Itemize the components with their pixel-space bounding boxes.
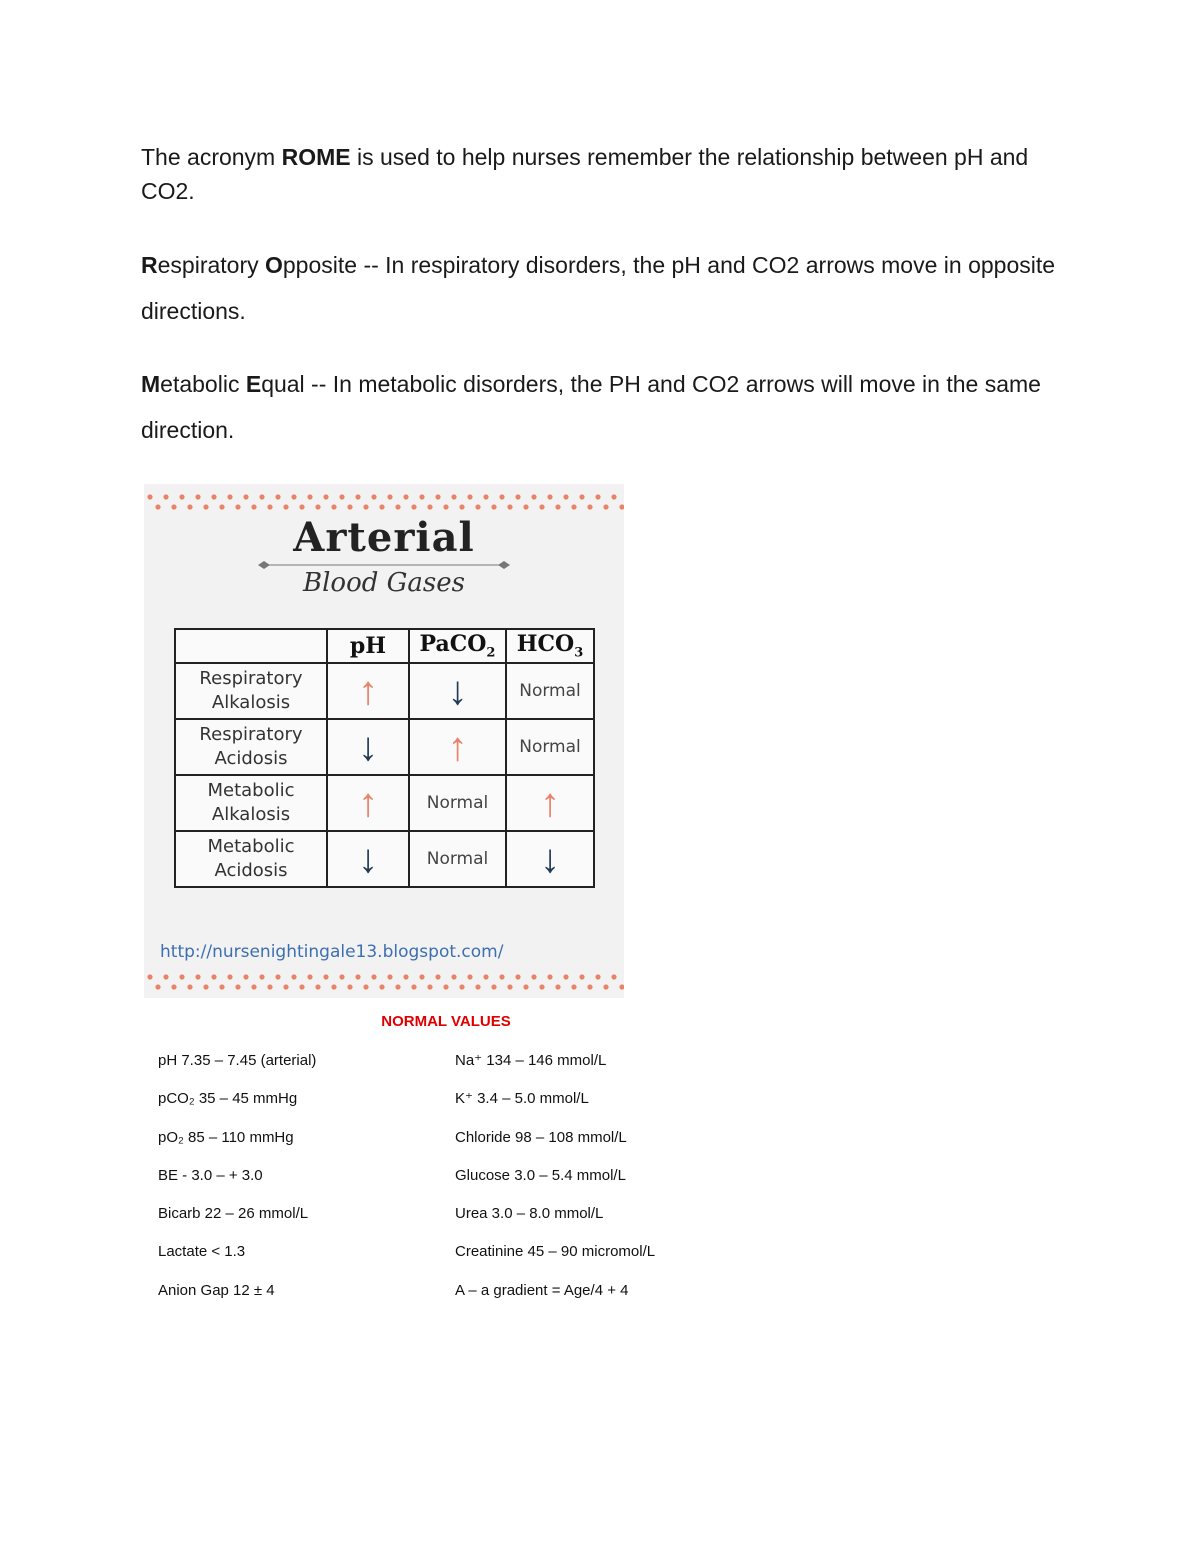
paco2-cell: Normal (409, 775, 506, 831)
border-dot (299, 504, 304, 509)
normal-value-item: Chloride 98 – 108 mmol/L (455, 1128, 627, 1146)
hco3-cell: Normal (506, 719, 594, 775)
normal-value-item: Anion Gap 12 ± 4 (158, 1281, 275, 1299)
paco2-cell: Normal (409, 831, 506, 887)
border-dot (475, 504, 480, 509)
border-dot (595, 974, 600, 979)
hco3-cell (506, 831, 594, 887)
border-dot (499, 494, 504, 499)
border-dot (459, 504, 464, 509)
normal-value-item: A – a gradient = Age/4 + 4 (455, 1281, 629, 1299)
border-dot (195, 494, 200, 499)
normal-value-item: K⁺ 3.4 – 5.0 mmol/L (455, 1090, 589, 1108)
border-dot (235, 504, 240, 509)
o-rest: pposite (282, 252, 358, 278)
border-dot (323, 494, 328, 499)
up-arrow-icon: ↑ (358, 669, 378, 713)
border-dot (195, 974, 200, 979)
down-arrow-icon: ↓ (540, 837, 560, 881)
abg-header-row (175, 629, 594, 663)
border-dot (459, 984, 464, 989)
border-dot (267, 984, 272, 989)
border-dot (579, 494, 584, 499)
border-dot (587, 984, 592, 989)
border-dot (619, 984, 624, 989)
border-dot (363, 984, 368, 989)
normal-value-item: Na⁺ 134 – 146 mmol/L (455, 1052, 607, 1069)
border-dot (395, 984, 400, 989)
down-arrow-icon: ↓ (447, 669, 468, 713)
border-dot (491, 984, 496, 989)
border-dot (435, 494, 440, 499)
header-ph: pH (327, 629, 409, 663)
border-dot (523, 504, 528, 509)
normal-value-item: Creatinine 45 – 90 micromol/L (455, 1243, 656, 1261)
border-dot (531, 974, 536, 979)
border-dot (619, 504, 624, 509)
border-dot (435, 974, 440, 979)
border-dot (539, 984, 544, 989)
abg-infographic (144, 484, 624, 998)
row-respiratory-acidosis (175, 719, 594, 775)
border-dot (395, 504, 400, 509)
normal-value-item: pO₂ 85 – 110 mmHg (158, 1128, 294, 1146)
border-dot (419, 494, 424, 499)
border-dot (483, 494, 488, 499)
border-dot (179, 974, 184, 979)
border-dot (211, 974, 216, 979)
border-dot (363, 504, 368, 509)
condition-label: Metabolic Alkalosis (175, 775, 327, 831)
intro-pre: The acronym (141, 144, 282, 170)
o-letter: O (265, 252, 283, 278)
m-rest: etabolic (160, 371, 246, 397)
normal-value-item: pH 7.35 – 7.45 (arterial) (158, 1052, 317, 1069)
condition-label: Respiratory Acidosis (175, 719, 327, 775)
border-dot (547, 494, 552, 499)
border-dot (403, 494, 408, 499)
source-url: http://nursenightingale13.blogspot.com/ (160, 942, 504, 962)
normal-values-right-column (455, 1050, 655, 1318)
border-dot (379, 504, 384, 509)
border-dot (283, 504, 288, 509)
hco3-cell (506, 775, 594, 831)
border-dot (523, 984, 528, 989)
border-dot (483, 974, 488, 979)
border-dot (387, 974, 392, 979)
border-dot (235, 984, 240, 989)
border-dot (411, 984, 416, 989)
border-dot (579, 974, 584, 979)
border-dot (299, 984, 304, 989)
border-dot (259, 494, 264, 499)
e-rest: qual (261, 371, 305, 397)
infographic-subtitle: Blood Gases (303, 568, 465, 598)
normal-value-item: Lactate < 1.3 (158, 1243, 246, 1261)
border-dot (347, 984, 352, 989)
ph-cell (327, 719, 409, 775)
normal-value-item: Bicarb 22 – 26 mmol/L (158, 1205, 309, 1223)
infographic-title: Arterial (293, 514, 475, 561)
respiratory-opposite-paragraph (141, 242, 1071, 334)
intro-post: is used to help nurses remember the relationship between pH and CO2. (141, 144, 1029, 204)
border-dot (211, 494, 216, 499)
down-arrow-icon: ↓ (358, 837, 378, 881)
border-dot (179, 494, 184, 499)
border-dot (379, 984, 384, 989)
normal-values-left-column (158, 1050, 316, 1318)
border-dot (259, 974, 264, 979)
border-dot (227, 494, 232, 499)
border-dot (243, 974, 248, 979)
border-dot (227, 974, 232, 979)
normal-value-item: BE - 3.0 – + 3.0 (158, 1166, 263, 1184)
down-arrow-icon: ↓ (358, 725, 378, 769)
border-dot (507, 984, 512, 989)
border-dot (443, 984, 448, 989)
border-dot (355, 974, 360, 979)
header-empty (175, 629, 327, 663)
border-dot (275, 974, 280, 979)
rome-acronym: ROME (281, 144, 351, 170)
header-paco2: PaCO$_2$ (409, 629, 506, 663)
normal-value-item: Urea 3.0 – 8.0 mmol/L (455, 1205, 604, 1223)
r-letter: R (141, 252, 158, 278)
paco2-cell (409, 719, 506, 775)
border-dot (315, 984, 320, 989)
border-dot (291, 494, 296, 499)
border-dot (203, 504, 208, 509)
dotted-border-top (144, 492, 624, 514)
normal-value-item: Glucose 3.0 – 5.4 mmol/L (455, 1166, 626, 1184)
border-dot (323, 974, 328, 979)
abg-table (174, 628, 595, 888)
border-dot (267, 504, 272, 509)
condition-label: Respiratory Alkalosis (175, 663, 327, 719)
border-dot (203, 984, 208, 989)
border-dot (403, 974, 408, 979)
border-dot (371, 974, 376, 979)
border-dot (499, 974, 504, 979)
metabolic-text: -- In metabolic disorders, the PH and CO2 arrows will move in the same direction. (141, 371, 1041, 443)
border-dot (427, 504, 432, 509)
border-dot (603, 984, 608, 989)
border-dot (491, 504, 496, 509)
intro-paragraph (141, 140, 1071, 208)
border-dot (243, 494, 248, 499)
border-dot (595, 494, 600, 499)
border-dot (147, 494, 152, 499)
ph-cell (327, 831, 409, 887)
border-dot (163, 494, 168, 499)
border-dot (587, 504, 592, 509)
header-hco3: $HCO_3$ (506, 629, 594, 663)
row-metabolic-acidosis (175, 831, 594, 887)
border-dot (219, 984, 224, 989)
border-dot (547, 974, 552, 979)
border-dot (515, 974, 520, 979)
border-dot (163, 974, 168, 979)
condition-label: Metabolic Acidosis (175, 831, 327, 887)
border-dot (275, 494, 280, 499)
border-dot (555, 504, 560, 509)
border-dot (219, 504, 224, 509)
border-dot (539, 504, 544, 509)
border-dot (315, 504, 320, 509)
border-dot (171, 984, 176, 989)
border-dot (187, 504, 192, 509)
ph-cell (327, 775, 409, 831)
border-dot (475, 984, 480, 989)
respiratory-text: -- In respiratory disorders, the pH and CO2 arrows move in opposite directions. (141, 252, 1056, 324)
border-dot (331, 504, 336, 509)
border-dot (571, 504, 576, 509)
normal-value-item: pCO₂ 35 – 45 mmHg (158, 1090, 298, 1108)
border-dot (339, 494, 344, 499)
border-dot (387, 494, 392, 499)
border-dot (451, 974, 456, 979)
border-dot (507, 504, 512, 509)
hco3-cell: Normal (506, 663, 594, 719)
r-rest: espiratory (157, 252, 265, 278)
border-dot (611, 494, 616, 499)
normal-values-heading: NORMAL VALUES (381, 1013, 511, 1030)
border-dot (155, 984, 160, 989)
border-dot (291, 974, 296, 979)
border-dot (307, 494, 312, 499)
border-dot (307, 974, 312, 979)
border-dot (419, 974, 424, 979)
border-dot (443, 504, 448, 509)
border-dot (347, 504, 352, 509)
border-dot (187, 984, 192, 989)
m-letter: M (141, 371, 161, 397)
border-dot (371, 494, 376, 499)
border-dot (515, 494, 520, 499)
dotted-border-bottom (144, 972, 624, 994)
border-dot (531, 494, 536, 499)
border-dot (611, 974, 616, 979)
border-dot (251, 504, 256, 509)
border-dot (411, 504, 416, 509)
border-dot (283, 984, 288, 989)
metabolic-equal-paragraph (141, 361, 1071, 453)
border-dot (563, 494, 568, 499)
border-dot (603, 504, 608, 509)
border-dot (155, 504, 160, 509)
up-arrow-icon: ↑ (447, 725, 468, 769)
border-dot (571, 984, 576, 989)
row-metabolic-alkalosis (175, 775, 594, 831)
e-letter: E (245, 371, 262, 397)
border-dot (331, 984, 336, 989)
up-arrow-icon: ↑ (358, 781, 378, 825)
border-dot (355, 494, 360, 499)
up-arrow-icon: ↑ (540, 781, 560, 825)
row-respiratory-alkalosis (175, 663, 594, 719)
border-dot (467, 974, 472, 979)
border-dot (251, 984, 256, 989)
ph-cell (327, 663, 409, 719)
border-dot (339, 974, 344, 979)
border-dot (171, 504, 176, 509)
border-dot (467, 494, 472, 499)
border-dot (563, 974, 568, 979)
paco2-cell (409, 663, 506, 719)
border-dot (147, 974, 152, 979)
border-dot (427, 984, 432, 989)
border-dot (555, 984, 560, 989)
border-dot (451, 494, 456, 499)
